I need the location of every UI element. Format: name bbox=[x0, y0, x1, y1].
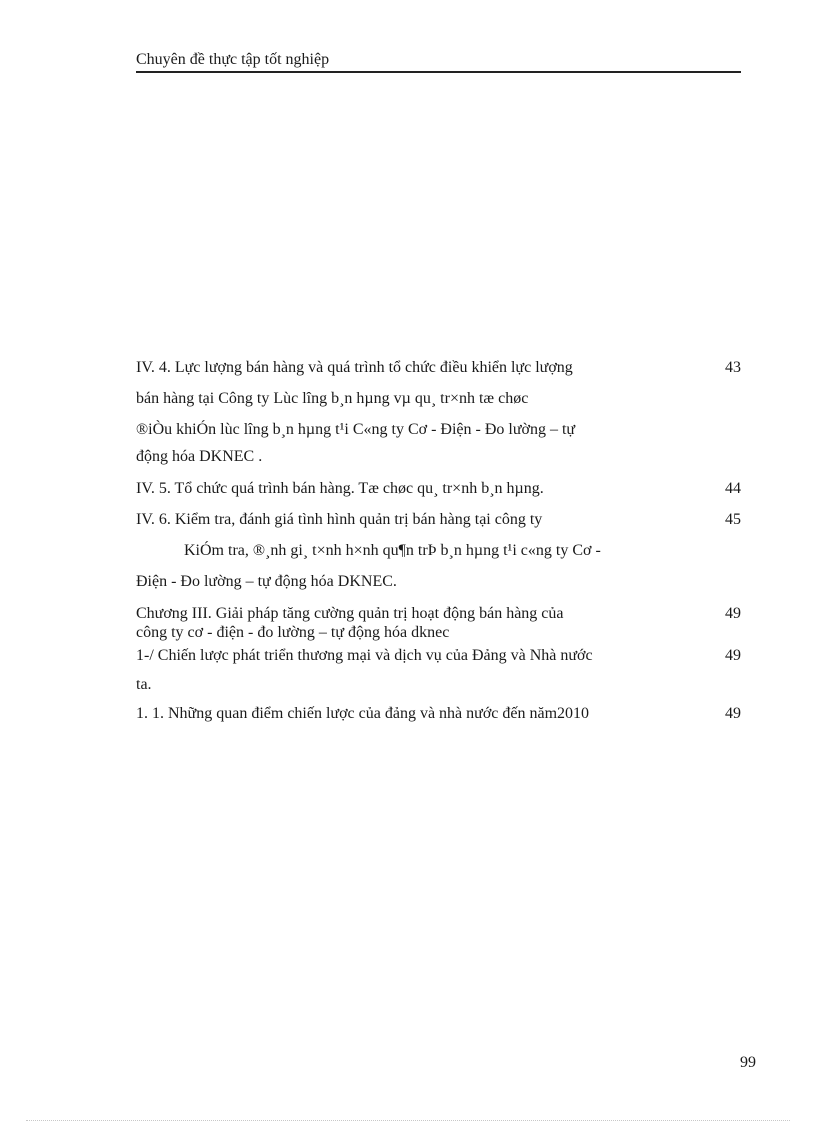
toc-entry-1-1 bbox=[136, 702, 741, 726]
toc-entry-iv6-line1: IV. 6. Kiểm tra, đánh giá tình hình quản trị bán hàng tại công ty bbox=[136, 511, 543, 528]
toc-entry-iv4 bbox=[136, 352, 741, 468]
toc-entry-1-line1: 1-/ Chiến lược phát triển thương mại và dịch vụ của Đảng và Nhà nước bbox=[136, 647, 593, 664]
toc-entry-iv5-page: 44 bbox=[725, 480, 741, 497]
toc-entry-iv4-line2: bán hàng tại Công ty Lùc lîng b¸n hµng vµ qu¸ tr×nh tæ chøc bbox=[136, 390, 529, 407]
toc-entry-iv6-page: 45 bbox=[725, 511, 741, 528]
toc-entry-iv6-line3: Điện - Đo lường – tự động hóa DKNEC. bbox=[136, 573, 397, 590]
toc-entry-1-1-text: 1. 1. Những quan điểm chiến lược của đảng và nhà nước đến năm2010 bbox=[136, 705, 590, 722]
table-of-contents bbox=[136, 352, 741, 726]
toc-entry-iv6-line2: KiÓm tra, ®¸nh gi¸ t×nh h×nh qu¶n trÞ b¸n hµng t¹i c«ng ty Cơ - bbox=[184, 542, 601, 559]
toc-entry-chapter3-page: 49 bbox=[725, 605, 741, 622]
toc-entry-iv6 bbox=[136, 504, 741, 597]
page-number: 99 bbox=[740, 1054, 756, 1071]
toc-entry-chapter3 bbox=[136, 604, 741, 642]
toc-entry-iv4-line4: động hóa DKNEC . bbox=[136, 448, 263, 465]
page-header-title: Chuyên đề thực tập tốt nghiệp bbox=[136, 50, 741, 73]
toc-entry-1 bbox=[136, 644, 741, 702]
toc-entry-1-page: 49 bbox=[725, 647, 741, 664]
toc-entry-1-1-page: 49 bbox=[725, 705, 741, 722]
toc-entry-1-line2: ta. bbox=[136, 676, 152, 693]
bottom-dotted-rule bbox=[26, 1120, 790, 1121]
toc-entry-iv5 bbox=[136, 473, 741, 504]
toc-entry-iv4-line3: ®iÒu khiÓn lùc lîng b¸n hµng t¹i C«ng ty Cơ - Điện - Đo lường – tự bbox=[136, 421, 576, 438]
toc-entry-iv4-line1: IV. 4. Lực lượng bán hàng và quá trình tổ chức điều khiển lực lượng bbox=[136, 359, 573, 376]
toc-entry-iv5-text: IV. 5. Tổ chức quá trình bán hàng. Tæ chøc qu¸ tr×nh b¸n hµng. bbox=[136, 480, 544, 497]
toc-entry-chapter3-line2: công ty cơ - điện - đo lường – tự động hóa dknec bbox=[136, 624, 450, 641]
toc-entry-chapter3-line1: Chương III. Giải pháp tăng cường quản trị hoạt động bán hàng của bbox=[136, 605, 564, 622]
toc-entry-iv4-page: 43 bbox=[725, 359, 741, 376]
